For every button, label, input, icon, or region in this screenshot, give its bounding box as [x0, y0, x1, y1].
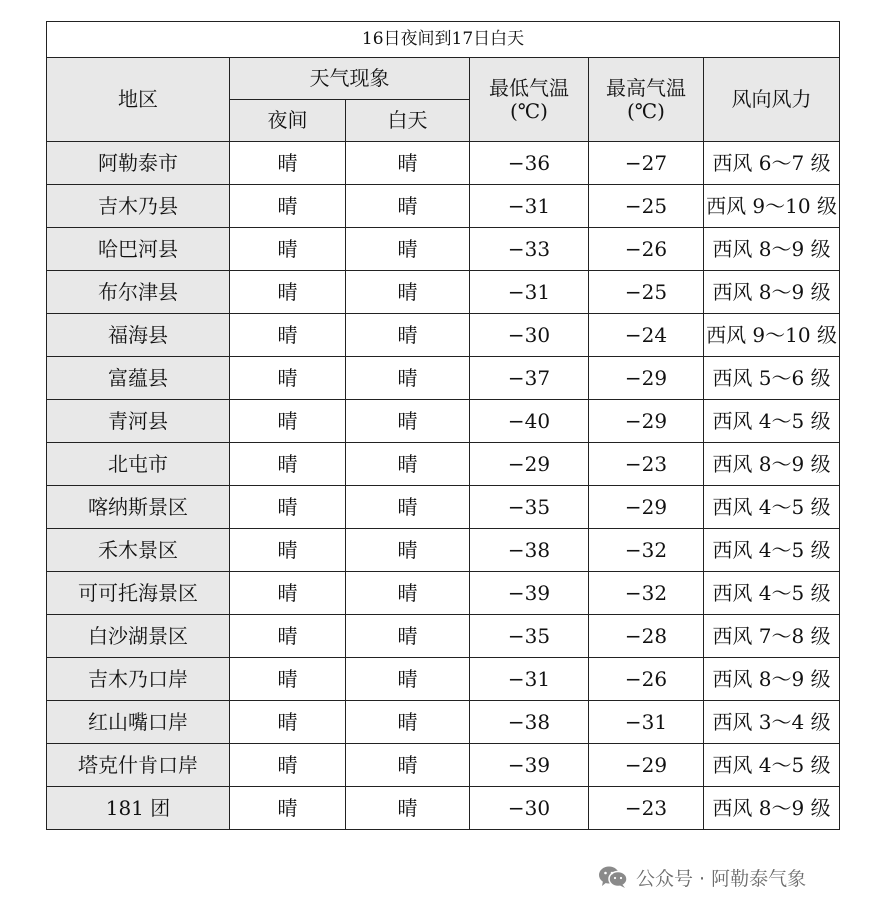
cell-max-temp: −31 [589, 701, 704, 744]
cell-day: 晴 [346, 486, 470, 529]
cell-region: 181 团 [47, 787, 230, 830]
cell-min-temp: −31 [470, 271, 589, 314]
cell-day: 晴 [346, 443, 470, 486]
cell-day: 晴 [346, 142, 470, 185]
table-row [47, 228, 840, 271]
cell-region: 阿勒泰市 [47, 142, 230, 185]
cell-max-temp: −23 [589, 443, 704, 486]
cell-wind: 西风 7～8 级 [704, 615, 840, 658]
table-row [47, 185, 840, 228]
cell-day: 晴 [346, 529, 470, 572]
cell-min-temp: −39 [470, 572, 589, 615]
cell-night: 晴 [230, 228, 346, 271]
cell-min-temp: −40 [470, 400, 589, 443]
cell-night: 晴 [230, 486, 346, 529]
cell-min-temp: −38 [470, 529, 589, 572]
cell-wind: 西风 8～9 级 [704, 658, 840, 701]
cell-night: 晴 [230, 185, 346, 228]
cell-region: 红山嘴口岸 [47, 701, 230, 744]
header-row-1 [47, 58, 840, 100]
cell-night: 晴 [230, 529, 346, 572]
cell-day: 晴 [346, 744, 470, 787]
title-row [47, 22, 840, 58]
cell-region: 布尔津县 [47, 271, 230, 314]
table-row [47, 529, 840, 572]
cell-wind: 西风 6～7 级 [704, 142, 840, 185]
table-title: 16日夜间到17日白天 [47, 22, 840, 58]
table-row [47, 615, 840, 658]
header-weather: 天气现象 [230, 58, 470, 100]
cell-day: 晴 [346, 787, 470, 830]
table-row [47, 701, 840, 744]
cell-wind: 西风 8～9 级 [704, 271, 840, 314]
cell-min-temp: −37 [470, 357, 589, 400]
cell-min-temp: −33 [470, 228, 589, 271]
cell-max-temp: −25 [589, 271, 704, 314]
wechat-icon [598, 865, 628, 889]
table-row [47, 486, 840, 529]
table-row [47, 787, 840, 830]
table-row [47, 443, 840, 486]
cell-region: 禾木景区 [47, 529, 230, 572]
cell-wind: 西风 4～5 级 [704, 572, 840, 615]
cell-wind: 西风 8～9 级 [704, 443, 840, 486]
table-row [47, 400, 840, 443]
table-row [47, 572, 840, 615]
cell-wind: 西风 4～5 级 [704, 486, 840, 529]
cell-max-temp: −26 [589, 228, 704, 271]
header-wind: 风向风力 [704, 58, 840, 142]
cell-max-temp: −32 [589, 572, 704, 615]
cell-day: 晴 [346, 185, 470, 228]
watermark-text: 公众号 · 阿勒泰气象 [636, 867, 807, 890]
cell-region: 白沙湖景区 [47, 615, 230, 658]
cell-day: 晴 [346, 658, 470, 701]
cell-max-temp: −29 [589, 357, 704, 400]
cell-day: 晴 [346, 615, 470, 658]
cell-max-temp: −28 [589, 615, 704, 658]
header-max-temp-unit: (℃) [627, 98, 665, 123]
cell-night: 晴 [230, 572, 346, 615]
cell-region: 吉木乃县 [47, 185, 230, 228]
table-body [47, 142, 840, 830]
cell-night: 晴 [230, 744, 346, 787]
cell-region: 北屯市 [47, 443, 230, 486]
cell-wind: 西风 4～5 级 [704, 529, 840, 572]
cell-min-temp: −35 [470, 486, 589, 529]
cell-max-temp: −25 [589, 185, 704, 228]
header-region: 地区 [47, 58, 230, 142]
table-row [47, 658, 840, 701]
cell-max-temp: −29 [589, 486, 704, 529]
cell-min-temp: −36 [470, 142, 589, 185]
cell-wind: 西风 3～4 级 [704, 701, 840, 744]
cell-min-temp: −29 [470, 443, 589, 486]
cell-day: 晴 [346, 357, 470, 400]
table-row [47, 357, 840, 400]
table-row [47, 744, 840, 787]
cell-wind: 西风 4～5 级 [704, 400, 840, 443]
header-min-temp-label: 最低气温 [489, 75, 569, 100]
cell-night: 晴 [230, 400, 346, 443]
cell-night: 晴 [230, 658, 346, 701]
cell-day: 晴 [346, 271, 470, 314]
header-day: 白天 [346, 100, 470, 142]
cell-day: 晴 [346, 314, 470, 357]
cell-min-temp: −31 [470, 658, 589, 701]
cell-max-temp: −29 [589, 744, 704, 787]
table-row [47, 314, 840, 357]
header-max-temp-label: 最高气温 [606, 75, 686, 100]
cell-wind: 西风 9～10 级 [704, 185, 840, 228]
cell-max-temp: −27 [589, 142, 704, 185]
table-row [47, 271, 840, 314]
cell-max-temp: −29 [589, 400, 704, 443]
cell-min-temp: −35 [470, 615, 589, 658]
cell-wind: 西风 8～9 级 [704, 228, 840, 271]
cell-night: 晴 [230, 357, 346, 400]
cell-min-temp: −39 [470, 744, 589, 787]
cell-min-temp: −30 [470, 314, 589, 357]
cell-min-temp: −38 [470, 701, 589, 744]
header-max-temp [589, 58, 704, 142]
cell-night: 晴 [230, 314, 346, 357]
cell-max-temp: −24 [589, 314, 704, 357]
watermark [598, 863, 806, 891]
cell-region: 福海县 [47, 314, 230, 357]
cell-region: 塔克什肯口岸 [47, 744, 230, 787]
header-min-temp [470, 58, 589, 142]
forecast-table [46, 21, 840, 830]
cell-wind: 西风 5～6 级 [704, 357, 840, 400]
cell-region: 富蕴县 [47, 357, 230, 400]
cell-wind: 西风 9～10 级 [704, 314, 840, 357]
cell-night: 晴 [230, 271, 346, 314]
cell-day: 晴 [346, 572, 470, 615]
cell-region: 哈巴河县 [47, 228, 230, 271]
table-row [47, 142, 840, 185]
cell-region: 青河县 [47, 400, 230, 443]
cell-night: 晴 [230, 615, 346, 658]
cell-wind: 西风 4～5 级 [704, 744, 840, 787]
cell-max-temp: −26 [589, 658, 704, 701]
cell-day: 晴 [346, 228, 470, 271]
cell-region: 喀纳斯景区 [47, 486, 230, 529]
cell-night: 晴 [230, 701, 346, 744]
cell-min-temp: −31 [470, 185, 589, 228]
cell-wind: 西风 8～9 级 [704, 787, 840, 830]
cell-min-temp: −30 [470, 787, 589, 830]
cell-night: 晴 [230, 443, 346, 486]
header-night: 夜间 [230, 100, 346, 142]
header-min-temp-unit: (℃) [510, 98, 548, 123]
cell-region: 可可托海景区 [47, 572, 230, 615]
cell-day: 晴 [346, 701, 470, 744]
cell-region: 吉木乃口岸 [47, 658, 230, 701]
cell-night: 晴 [230, 787, 346, 830]
cell-day: 晴 [346, 400, 470, 443]
cell-max-temp: −32 [589, 529, 704, 572]
cell-night: 晴 [230, 142, 346, 185]
cell-max-temp: −23 [589, 787, 704, 830]
